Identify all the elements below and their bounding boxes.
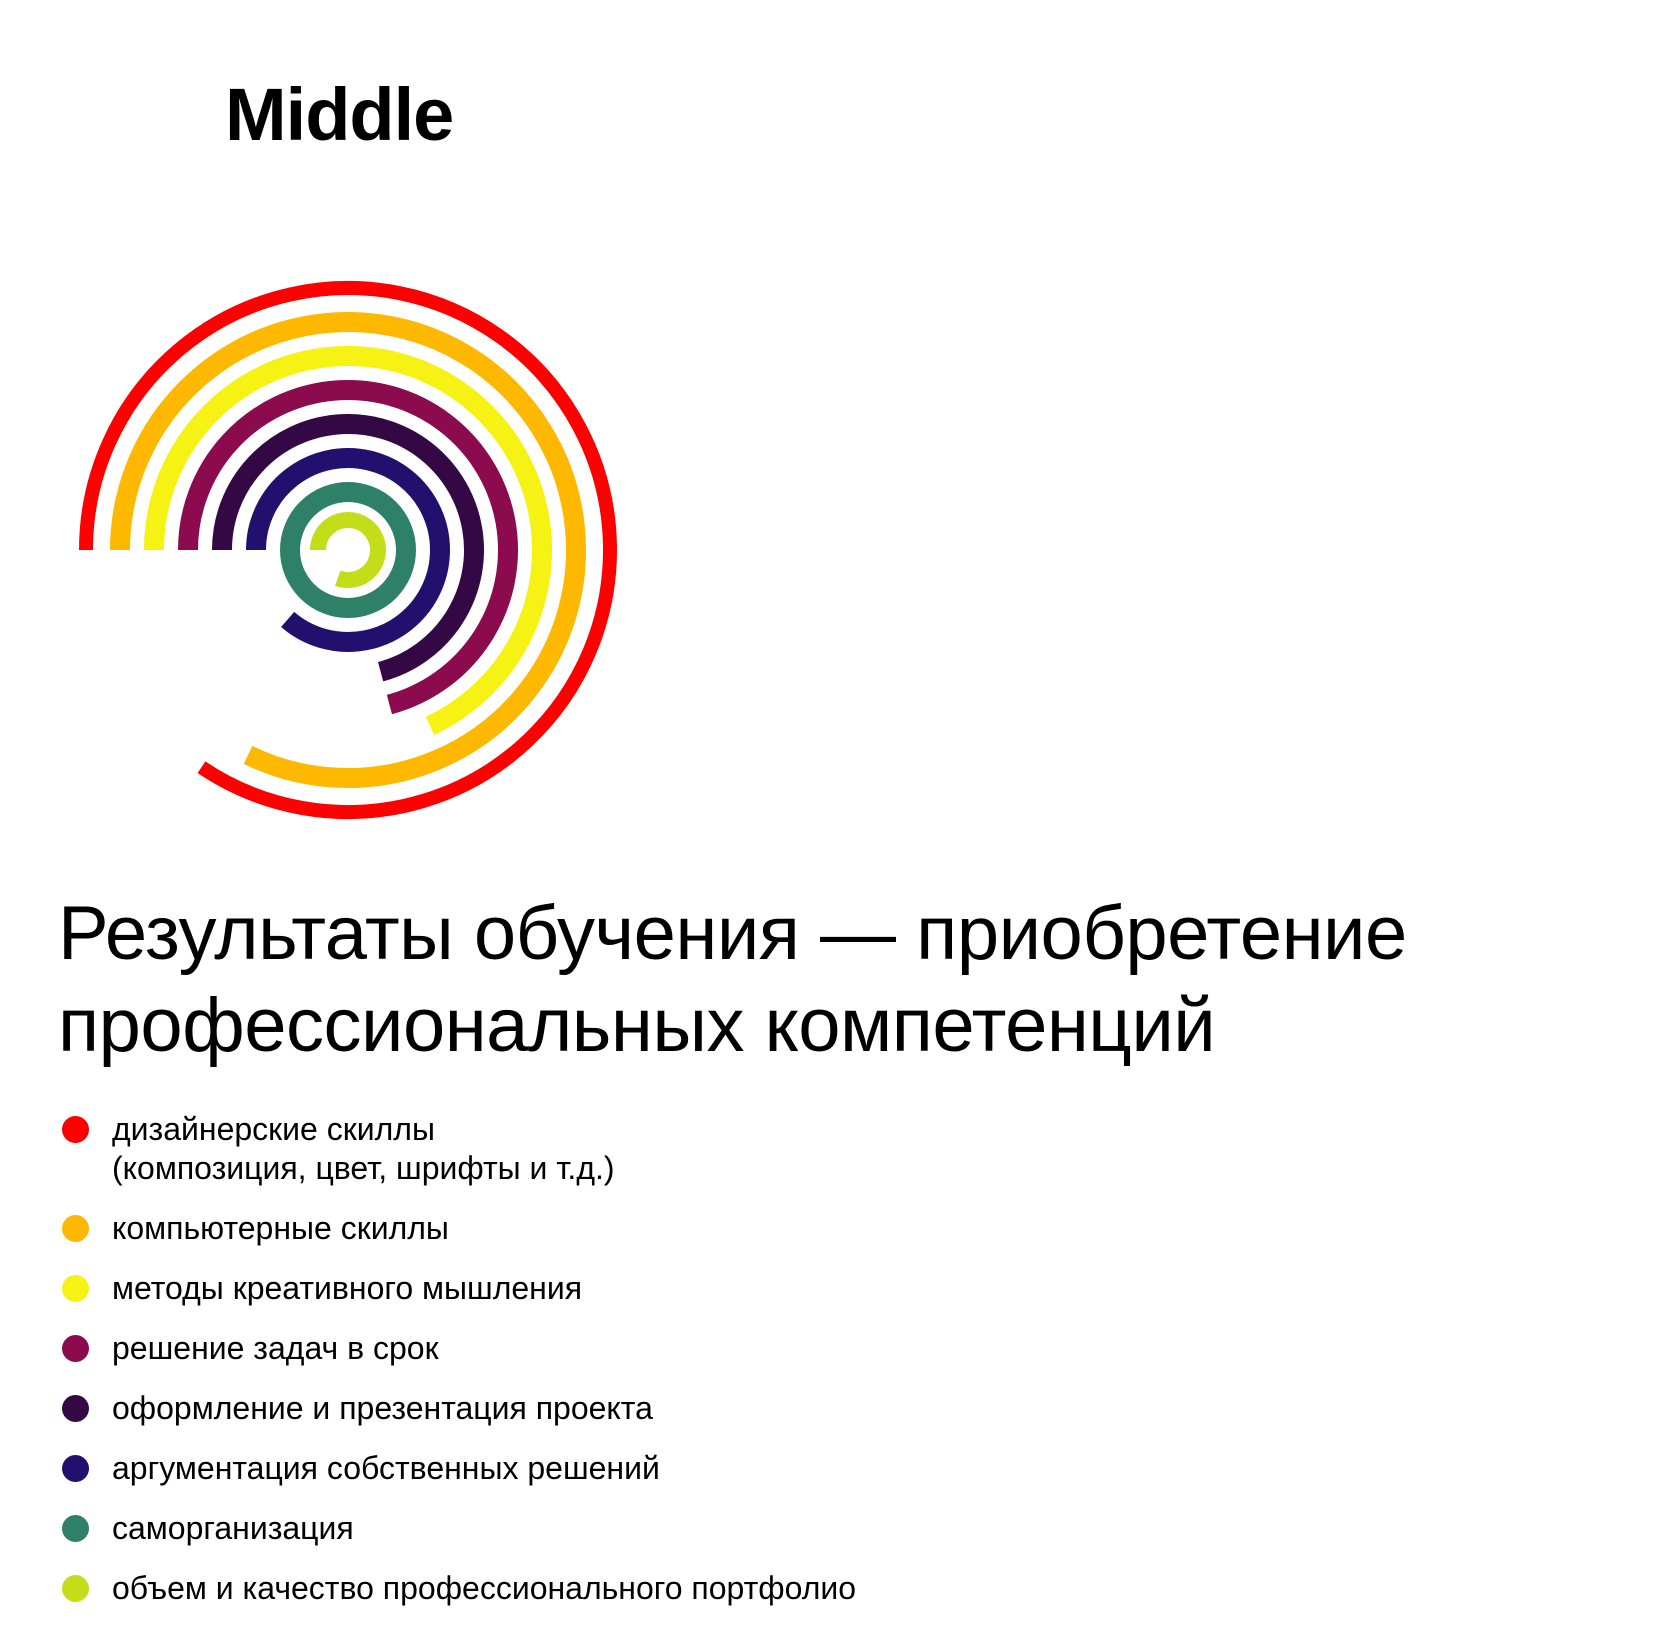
radial-bar-8 — [318, 520, 378, 580]
headline-line-2: профессиональных компетенций — [58, 983, 1216, 1068]
legend-dot-icon — [62, 1215, 89, 1242]
legend-item-creative-thinking — [60, 1269, 1160, 1308]
legend-label: оформление и презентация проекта — [112, 1390, 653, 1426]
legend-item-portfolio — [60, 1569, 1160, 1608]
legend-item-design-skills — [60, 1110, 1160, 1188]
legend-item-self-organization — [60, 1509, 1160, 1548]
legend-item-computer-skills — [60, 1209, 1160, 1248]
legend-label: саморганизация — [112, 1510, 354, 1546]
legend-label: дизайнерские скиллы (композиция, цвет, шрифты и т.д.) — [112, 1111, 615, 1186]
legend-dot-icon — [62, 1575, 89, 1602]
legend-item-presentation — [60, 1389, 1160, 1428]
legend — [60, 1110, 1160, 1629]
legend-dot-icon — [62, 1275, 89, 1302]
legend-dot-icon — [62, 1515, 89, 1542]
legend-dot-icon — [62, 1335, 89, 1362]
legend-label: методы креативного мышления — [112, 1270, 583, 1306]
radial-skills-chart — [0, 0, 700, 840]
legend-dot-icon — [62, 1395, 89, 1422]
radial-bar-4 — [188, 390, 508, 705]
level-title: Middle — [225, 73, 454, 156]
legend-label: решение задач в срок — [112, 1330, 439, 1366]
headline — [58, 888, 1638, 1072]
headline-line-1: Результаты обучения — приобретение — [58, 891, 1407, 976]
legend-item-deadlines — [60, 1329, 1160, 1368]
legend-dot-icon — [62, 1116, 89, 1143]
legend-label: компьютерные скиллы — [112, 1210, 449, 1246]
radial-bar-3 — [154, 356, 542, 726]
radial-bar-1 — [86, 288, 610, 812]
legend-dot-icon — [62, 1455, 89, 1482]
legend-label: аргументация собственных решений — [112, 1450, 660, 1486]
radial-bar-7 — [290, 492, 406, 608]
legend-label: объем и качество профессионального портфолио — [112, 1570, 857, 1606]
legend-item-argumentation — [60, 1449, 1160, 1488]
